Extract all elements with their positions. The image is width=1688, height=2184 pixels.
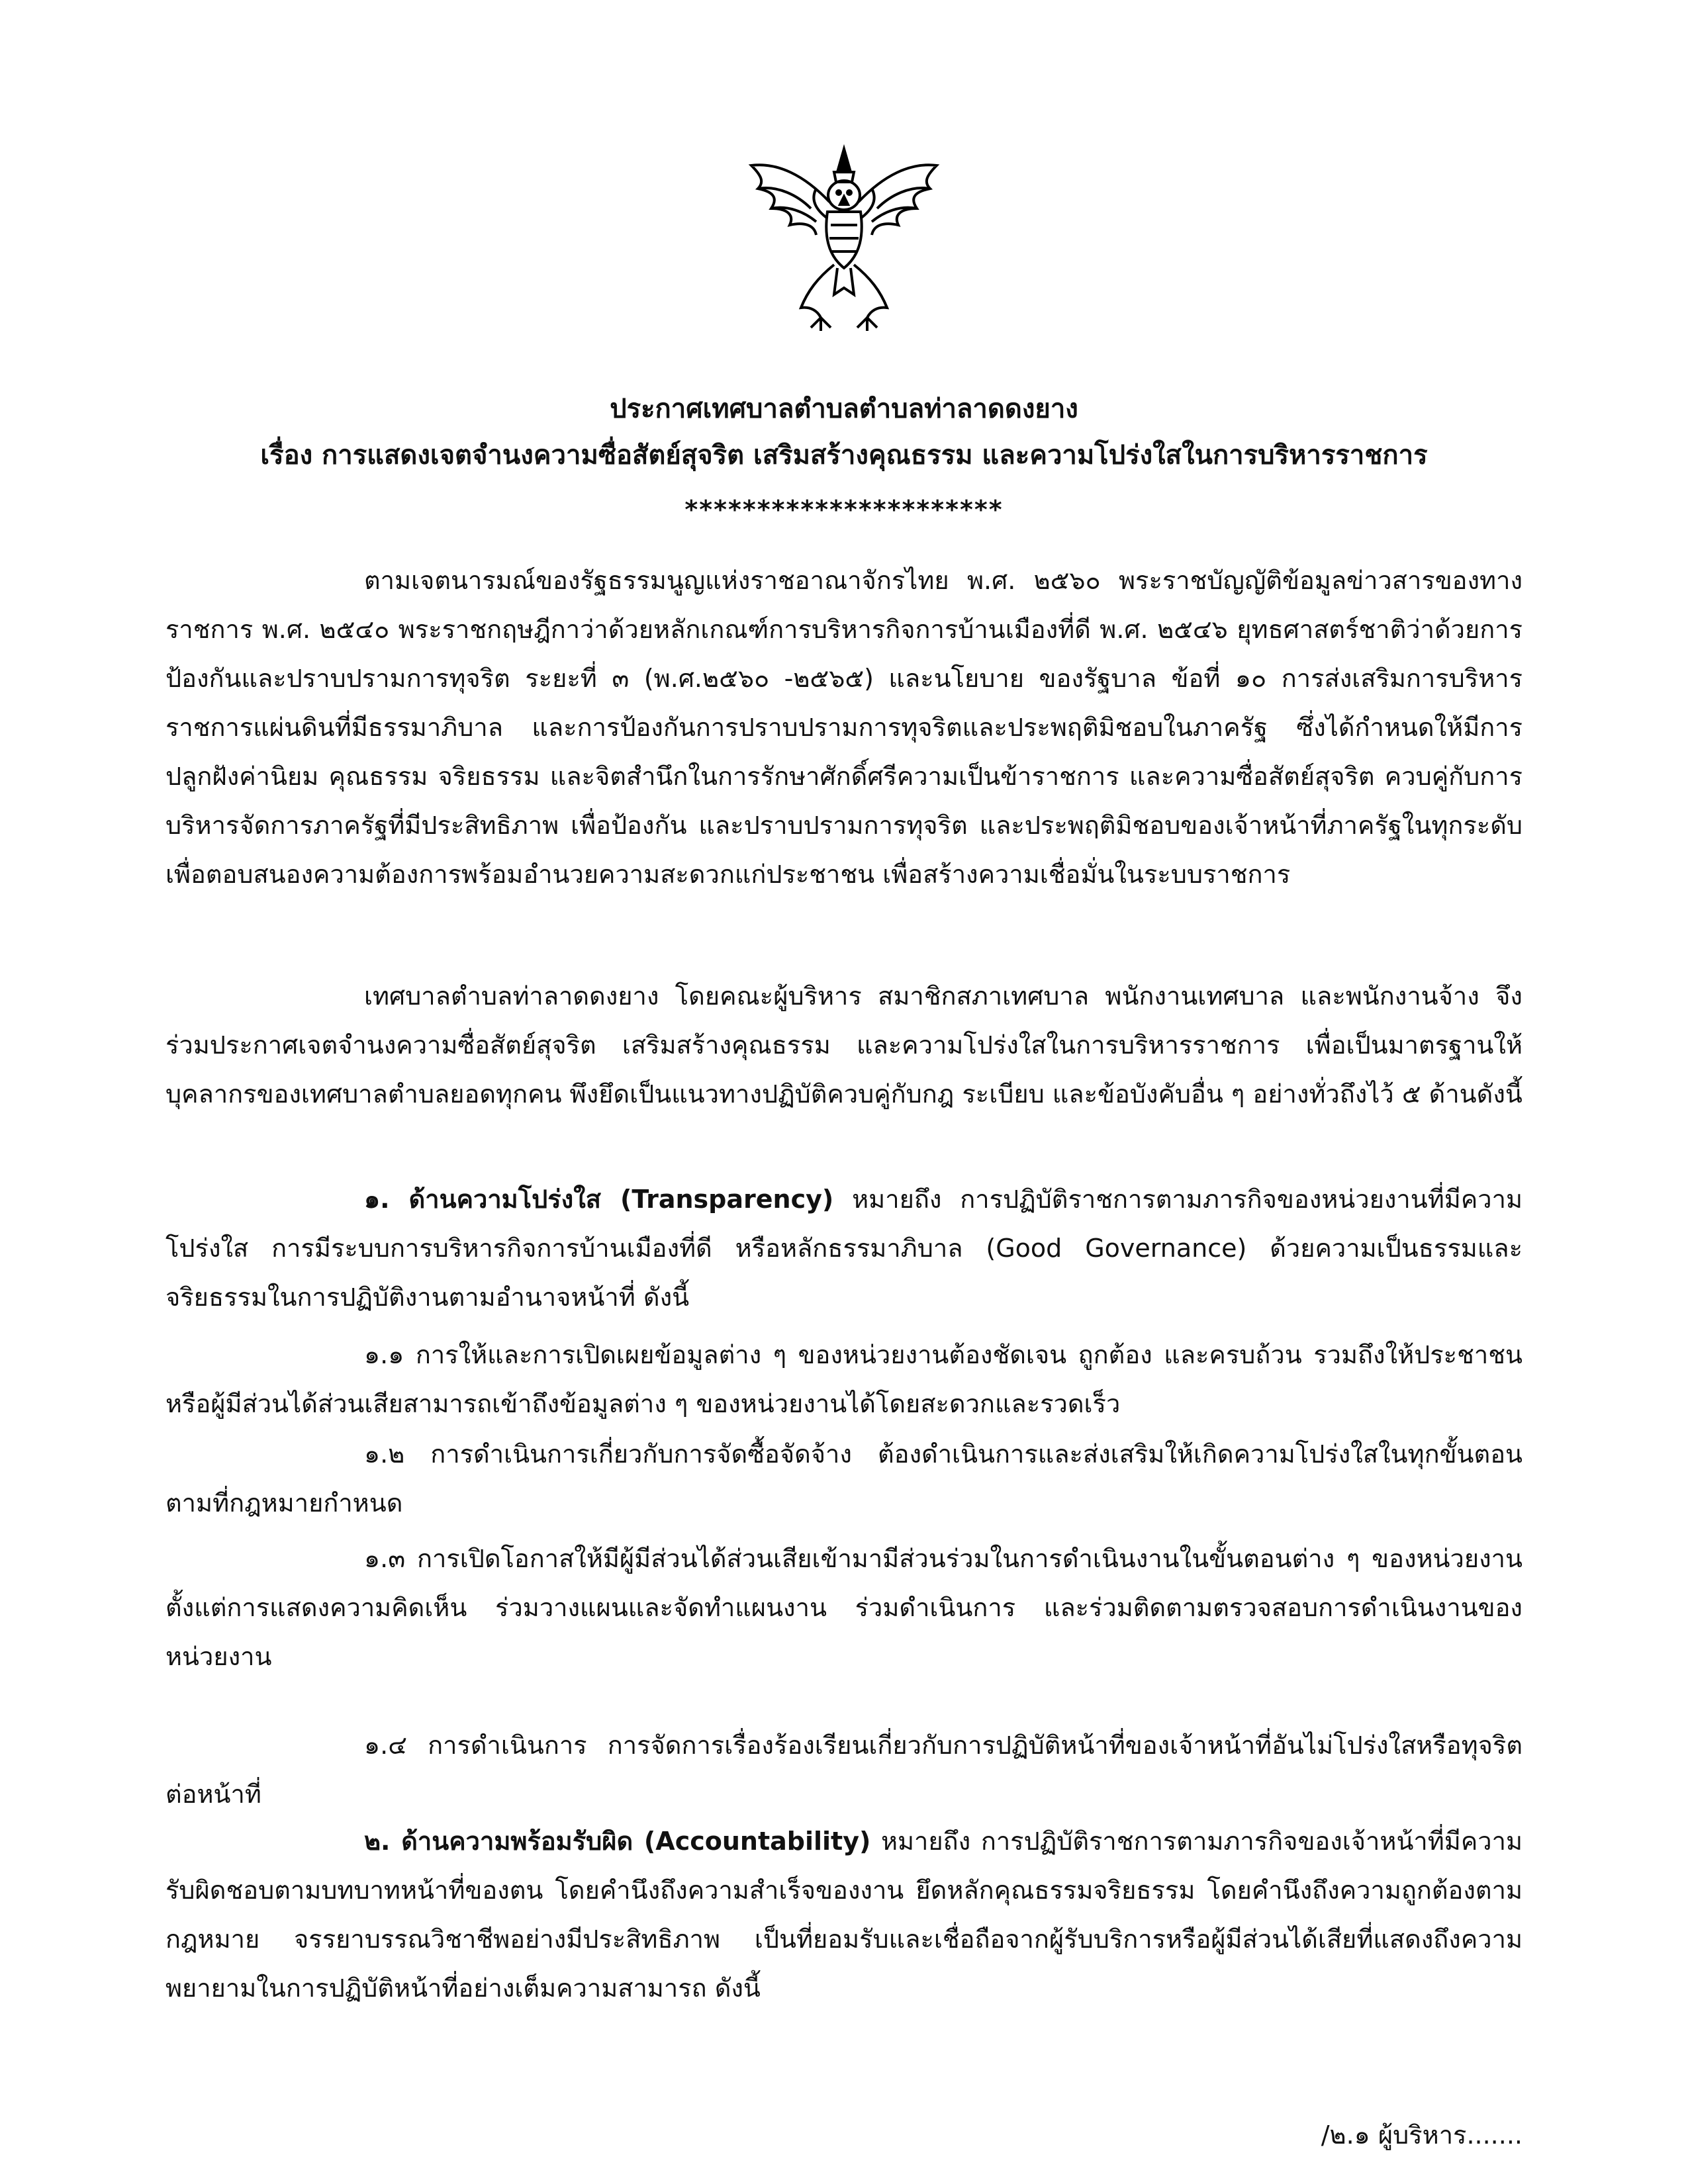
item-1-3 xyxy=(165,1534,1523,1681)
page-continuation: /๒.๑ ผู้บริหาร....... xyxy=(1321,2120,1523,2150)
item-1-4-text: ๑.๔ การดำเนินการ การจัดการเรื่องร้องเรียนเกี่ยวกับการปฏิบัติหน้าที่ของเจ้าหน้าที่อันไม่โปร่งใสหรือทุจริตต่อหน้าที่ xyxy=(165,1731,1523,1809)
item-1-2 xyxy=(165,1430,1523,1527)
section-accountability-heading: ๒. ด้านความพร้อมรับผิด (Accountability) xyxy=(364,1827,871,1856)
announcement-title: ประกาศเทศบาลตำบลตำบลท่าลาดดงยาง xyxy=(610,394,1078,424)
paragraph-intro-text: ตามเจตนารมณ์ของรัฐธรรมนูญแห่งราชอาณาจักรไทย พ.ศ. ๒๕๖๐ พระราชบัญญัติข้อมูลข่าวสารของทางราชการ พ.ศ. ๒๕๔๐ พระราชกฤษฎีกาว่าด้วยหลักเกณฑ์การบริหารกิจการบ้านเมืองที่ดี พ.ศ. ๒๕๔๖ ยุทธศาสตร์ชาติว่าด้วยการป้องกันและปราบปรามการทุจริต ระยะที่ ๓ (พ.ศ.๒๕๖๐ -๒๕๖๕) และนโยบาย ของรัฐบาล ข้อที่ ๑๐ การส่งเสริมการบริหารราชการแผ่นดินที่มีธรรมาภิบาล และการป้องกันการปราบปรามการทุจริตและประพฤติมิชอบในภาครัฐ ซึ่งได้กำหนดให้มีการปลูกฝังค่านิยม คุณธรรม จริยธรรม และจิตสำนึกในการรักษาศักดิ์ศรีความเป็นข้าราชการ และความซื่อสัตย์สุจริต ควบคู่กับการบริหารจัดการภาครัฐที่มีประสิทธิภาพ เพื่อป้องกัน และปราบปรามการทุจริต และประพฤติมิชอบของเจ้าหน้าที่ภาครัฐในทุกระดับ เพื่อตอบสนองความต้องการพร้อมอำนวยความสะดวกแก่ประชาชน เพื่อสร้างความเชื่อมั่นในระบบราชการ xyxy=(165,566,1523,889)
item-1-4 xyxy=(165,1721,1523,1819)
section-accountability-text: หมายถึง การปฏิบัติราชการตามภารกิจของเจ้าหน้าที่มีความรับผิดชอบตามบทบาทหน้าที่ของตน โดยคำนึงถึงความสำเร็จของงาน ยึดหลักคุณธรรมจริยธรรม โดยคำนึงถึงความถูกต้องตามกฎหมาย จรรยาบรรณวิชาชีพอย่างมีประสิทธิภาพ เป็นที่ยอมรับและเชื่อถือจากผู้รับบริการหรือผู้มีส่วนได้เสียที่แสดงถึงความพยายามในการปฏิบัติหน้าที่อย่างเต็มความสามารถ ดังนี้ xyxy=(165,1827,1523,2003)
separator-stars: ********************** xyxy=(684,495,1004,524)
garuda-emblem xyxy=(738,136,950,341)
item-1-2-text: ๑.๒ การดำเนินการเกี่ยวกับการจัดซื้อจัดจ้าง ต้องดำเนินการและส่งเสริมให้เกิดความโปร่งใสในทุกขั้นตอนตามที่กฎหมายกำหนด xyxy=(165,1439,1523,1518)
paragraph-declaration xyxy=(165,972,1523,1118)
paragraph-intro xyxy=(165,556,1523,899)
section-accountability xyxy=(165,1817,1523,2013)
section-transparency xyxy=(165,1175,1523,1322)
announcement-subject: เรื่อง การแสดงเจตจำนงความซื่อสัตย์สุจริต เสริมสร้างคุณธรรม และความโปร่งใสในการบริหารราชการ xyxy=(260,440,1428,471)
section-transparency-text: หมายถึง การปฏิบัติราชการตามภารกิจของหน่วยงานที่มีความโปร่งใส การมีระบบการบริหารกิจการบ้านเมืองที่ดี หรือหลักธรรมาภิบาล (Good Governance) ด้วยความเป็นธรรมและจริยธรรมในการปฏิบัติงานตามอำนาจหน้าที่ ดังนี้ xyxy=(165,1185,1523,1312)
paragraph-declaration-text: เทศบาลตำบลท่าลาดดงยาง โดยคณะผู้บริหาร สมาชิกสภาเทศบาล พนักงานเทศบาล และพนักงานจ้าง จึงร่วมประกาศเจตจำนงความซื่อสัตย์สุจริต เสริมสร้างคุณธรรม และความโปร่งใสในการบริหารราชการ เพื่อเป็นมาตรฐานให้บุคลากรของเทศบาลตำบลยอดทุกคน พึงยึดเป็นแนวทางปฏิบัติควบคู่กับกฎ ระเบียบ และข้อบังคับอื่น ๆ อย่างทั่วถึงไว้ ๕ ด้านดังนี้ xyxy=(165,981,1523,1109)
section-transparency-heading: ๑. ด้านความโปร่งใส (Transparency) xyxy=(364,1185,834,1214)
item-1-1 xyxy=(165,1330,1523,1428)
item-1-1-text: ๑.๑ การให้และการเปิดเผยข้อมูลต่าง ๆ ของหน่วยงานต้องชัดเจน ถูกต้อง และครบถ้วน รวมถึงให้ประชาชนหรือผู้มีส่วนได้ส่วนเสียสามารถเข้าถึงข้อมูลต่าง ๆ ของหน่วยงานได้โดยสะดวกและรวดเร็ว xyxy=(165,1340,1523,1418)
item-1-3-text: ๑.๓ การเปิดโอกาสให้มีผู้มีส่วนได้ส่วนเสียเข้ามามีส่วนร่วมในการดำเนินงานในขั้นตอนต่าง ๆ ของหน่วยงาน ตั้งแต่การแสดงความคิดเห็น ร่วมวางแผนและจัดทำแผนงาน ร่วมดำเนินการ และร่วมติดตามตรวจสอบการดำเนินงานของหน่วยงาน xyxy=(165,1544,1523,1671)
